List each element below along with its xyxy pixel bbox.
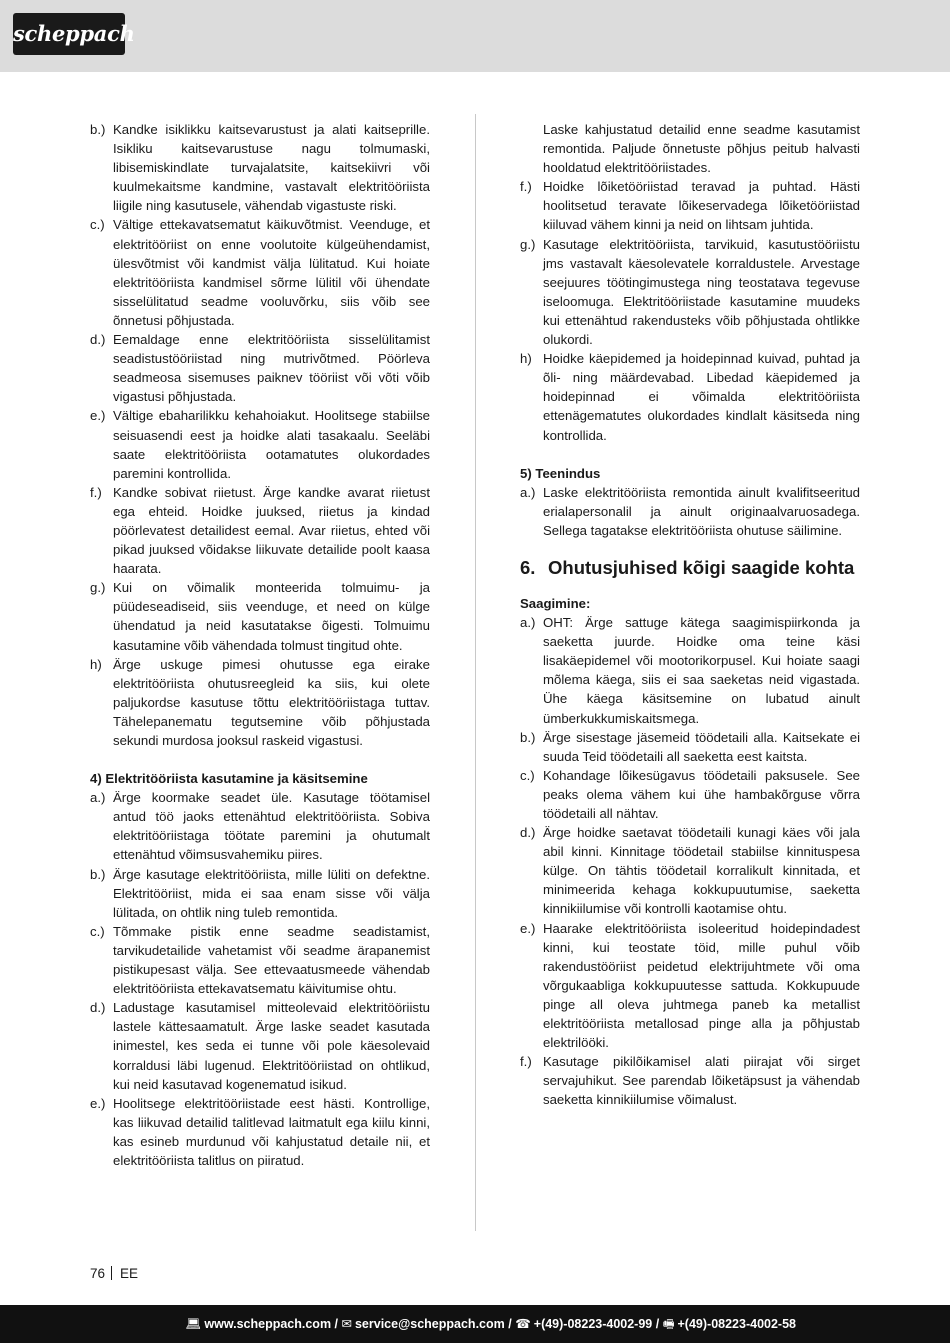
list-item [520,235,860,350]
page-number: 76 [90,1266,106,1281]
envelope-icon: ✉︎ [341,1317,352,1331]
left-column [90,120,430,1170]
saagimine-heading: Saagimine: [520,595,591,611]
list-item [520,823,860,918]
laptop-icon: 💻︎ [185,1317,202,1331]
item-text: Ärge koormake seadet üle. Kasutage töötamisel antud töö jaoks ettenähtud elektritööriista. Sobiva elektritööriistaga töötate paremini ja ohutumalt ettenähtud võimsusvahemiku piires. [113,790,430,863]
footer-phone[interactable]: +(49)-08223-4002-99 / [533,1317,660,1331]
item-marker: d.) [520,825,536,841]
page-number-separator [111,1266,112,1280]
right-column [520,120,860,1110]
section-6-number: 6. [520,556,536,578]
list-item [90,788,430,864]
item-marker: e.) [90,408,106,424]
list-item [520,483,860,540]
list-item [520,613,860,728]
list-item [90,578,430,654]
item-marker: h) [520,351,532,367]
item-text: Haarake elektritööriista isoleeritud hoidepindadest kinni, kui teostate töid, mille puhul võib rakendustööriist peidetud elektrijuhtmete või oma võrgukaabliga kokkupuutesse sattuda. Kokkupuude pinge all oleva juhtmega paneb ka metallist elektritööriista metallosad pinge alla ja põhjustab elektrilööki. [543,920,860,1051]
page-number-block [90,1266,138,1282]
item-text: OHT: Ärge sattuge kätega saagimispiirkonda ja saeketta juurde. Hoidke oma teine käsi lisakäepidemel või mootorikorpusel. Kui hoiate saagi mõlema käega, siis ei saa saeketas neid vigastada. Ühe käega käsitsemine on lubatud ainult ümberkukkumiskaitsmega. [543,615,860,726]
item-text: Laske elektritööriista remontida ainult kvalifitseeritud erialapersonalil ja ainult originaalvaruosadega. Sellega tagatakse elektritööriista ohutuse säilimine. [543,484,860,538]
list-item [520,177,860,234]
item-text: Kandke isiklikku kaitsevarustust ja alati kaitseprille. Isikliku kaitsevarustuse nagu tolmumaski, libisemiskindlate turvajalatsite, kaitsekiivri või kuulmekaitsme kandmine, vastavalt elektritööriista liigile ning kasutusele, vähendab vigastuste riski. [113,122,430,214]
section-6-heading [520,556,860,580]
list-item [90,215,430,330]
item-marker: b.) [520,729,536,745]
brand-logo: scheppach [13,13,125,55]
list-item [90,1094,430,1170]
item-text: Kohandage lõikesügavus töödetaili paksusele. See peaks olema vähem kui ühe hambakõrguse võrra töödetaili all nähtav. [543,767,860,821]
section-6-title: Ohutusjuhised kõigi saagide kohta [548,556,855,578]
list-item [90,483,430,578]
list-item [520,919,860,1053]
page-language: EE [120,1266,139,1281]
item-text: Vältige ebaharilikku kehahoiakut. Hoolitsege stabiilse seisuasendi eest ja hoidke alati tasakaalu. Seeläbi saate elektritööriista ootamatutes olukordades paremini kontrollida. [113,408,430,481]
page-footer [0,1305,950,1343]
item-text: Ärge hoidke saetavat töödetaili kunagi käes või jala abil kinni. Kinnitage töödetail stabiilse kinnituspesa külge. On tähtis töödetail korralikult kinnitada, et minimeerida kehaga kokkupuutumise, saeketta kinnikiilumise või kontrolli kaotamise ohtu. [543,825,860,917]
item-text: Hoidke lõiketööriistad teravad ja puhtad. Hästi hoolitsetud teravate lõikeservadega lõiketööriistad kiiluvad vähem kinni ja neid on lihtsam juhtida. [543,179,860,233]
list-item [90,120,430,215]
item-text: Eemaldage enne elektritööriista sisselülitamist seadistustööriistad ning mutrivõtmed. Pöörleva seadmeosa sisemuses paiknev tööriist või võti võib vigastusi põhjustada. [113,332,430,405]
item-marker: d.) [90,1000,106,1016]
item-text: Hoidke käepidemed ja hoidepinnad kuivad, puhtad ja õli- ning määrdevabad. Libedad käepidemed ja hoidepinnad ei võimalda elektritööriista ettenägematutes olukordades kindlalt käsitseda ning kontrollida. [543,351,860,443]
list-item [90,655,430,750]
item-text: Ärge sisestage jäsemeid töödetaili alla. Kaitsekate ei suuda Teid töödetaili all saeketta eest kaitsta. [543,729,860,764]
fax-icon: 🖷︎ [662,1317,675,1331]
list-item [520,349,860,444]
item-marker: d.) [90,332,106,348]
list-item [90,998,430,1093]
list-item [90,865,430,922]
item-marker: f.) [520,1054,532,1070]
item-text: Vältige ettekavatsematut käikuvõtmist. Veenduge, et elektritööriist on enne voolutoite külgeühendamist, ülesvõtmist või kandmist välja lülitatud. Kui hoiate elektritööriista kandmisel sõrme lülitil või ühendate sisselülitatud seadme vooluvõrku, siis võib see õnnetusi põhjustada. [113,217,430,328]
section-4-heading: 4) Elektritööriista kasutamine ja käsitsemine [90,771,368,787]
item-text: Kasutage elektritööriista, tarvikuid, kasutustööriistu jms vastavalt käesolevatele korraldustele. Arvestage seejuures töötingimustega ning teostatava tegevuse iseloomuga. Elektritööriistade kasutamine muudeks kui ettenähtud rakendusteks võib põhjustada ohtlikke olukordi. [543,236,860,348]
item-marker: b.) [90,866,106,882]
item-marker: h) [90,656,102,672]
item-marker: a.) [520,615,536,631]
footer-fax[interactable]: +(49)-08223-4002-58 [677,1317,796,1331]
list-item [90,922,430,998]
continued-text: Laske kahjustatud detailid enne seadme kasutamist remontida. Paljude õnnetuste põhjus peitub halvasti hooldatud elektritööriistades. [543,122,860,176]
item-text: Ladustage kasutamisel mitteolevaid elektritööriistu lastele kättesaamatult. Ärge laske seadet kasutada inimestel, kes seda ei tunne või pole käesolevaid korraldusi läbi lugenud. Elektritööriistad on ohtlikud, kui neid kasutavad kogenematud isikud. [113,1000,430,1092]
item-marker: c.) [90,217,105,233]
item-text: Kandke sobivat riietust. Ärge kandke avarat riietust ega ehteid. Hoidke juuksed, riietus ja kindad pöörlevatest detailidest eemal. Avar riietus, ehted või pikad juuksed võidakse liikuvate detailide poolt kaasa haarata. [113,484,430,577]
item-marker: f.) [520,179,532,195]
item-marker: g.) [520,236,536,252]
item-marker: e.) [520,920,536,936]
item-text: Tõmmake pistik enne seadme seadistamist, tarvikudetailide vahetamist või seadme ärapanemist pistikupesast välja. See ettevaatusmeede vähendab elektritööriista ettekavatsematu käivitumise ohtu. [113,923,430,997]
item-marker: c.) [520,767,535,783]
list-item [90,406,430,482]
item-marker: b.) [90,122,106,137]
item-text: Kasutage pikilõikamisel alati piirajat või sirget servajuhikut. See parendab lõiketäpsust ja vähendab saeketta kinnikiilumise võimalust. [543,1054,860,1108]
telephone-icon: ☎︎ [515,1317,531,1331]
item-marker: c.) [90,923,105,939]
item-text: Kui on võimalik monteerida tolmuimu- ja püüdeseadiseid, siis veenduge, et need on külge ühendatud ja neid kasutatakse õigesti. Tolmuimu kasutamine võib vähendada tolmust tingitud ohte. [113,580,430,653]
item-marker: f.) [90,484,102,500]
column-divider [475,114,476,1231]
footer-website[interactable]: www.scheppach.com / [204,1317,339,1331]
item-marker: a.) [90,790,106,806]
item-text: Hoolitsege elektritööriistade eest hästi. Kontrollige, kas liikuvad detailid talitlevad laitmatult ega kiilu kinni, kas esineb murdunud või kahjustatud detaile nii, et elektritööriista talitlus on piiratud. [113,1095,430,1168]
item-text: Ärge kasutage elektritööriista, mille lüliti on defektne. Elektritööriist, mida ei saa enam sisse või välja lülitada, on ohtlik ning tuleb remontida. [113,866,430,920]
section-5-heading: 5) Teenindus [520,465,601,481]
list-item [90,330,430,406]
item-text: Ärge uskuge pimesi ohutusse ega eirake elektritööriista ohutusreegleid ka siis, kui olete paljukordse kasutuse tõttu elektritööriistaga tuttav. Tähelepanematu tegutsemine võib põhjustada sekundi murdosa jooksul raskeid vigastusi. [113,656,430,748]
list-item [520,1052,860,1109]
list-item [520,766,860,823]
footer-email[interactable]: service@scheppach.com / [354,1317,512,1331]
page-header [0,0,950,72]
spacer [90,750,430,769]
item-marker: a.) [520,484,536,500]
list-item [520,728,860,766]
item-marker: g.) [90,580,106,596]
item-marker: e.) [90,1095,106,1111]
spacer [520,445,860,464]
